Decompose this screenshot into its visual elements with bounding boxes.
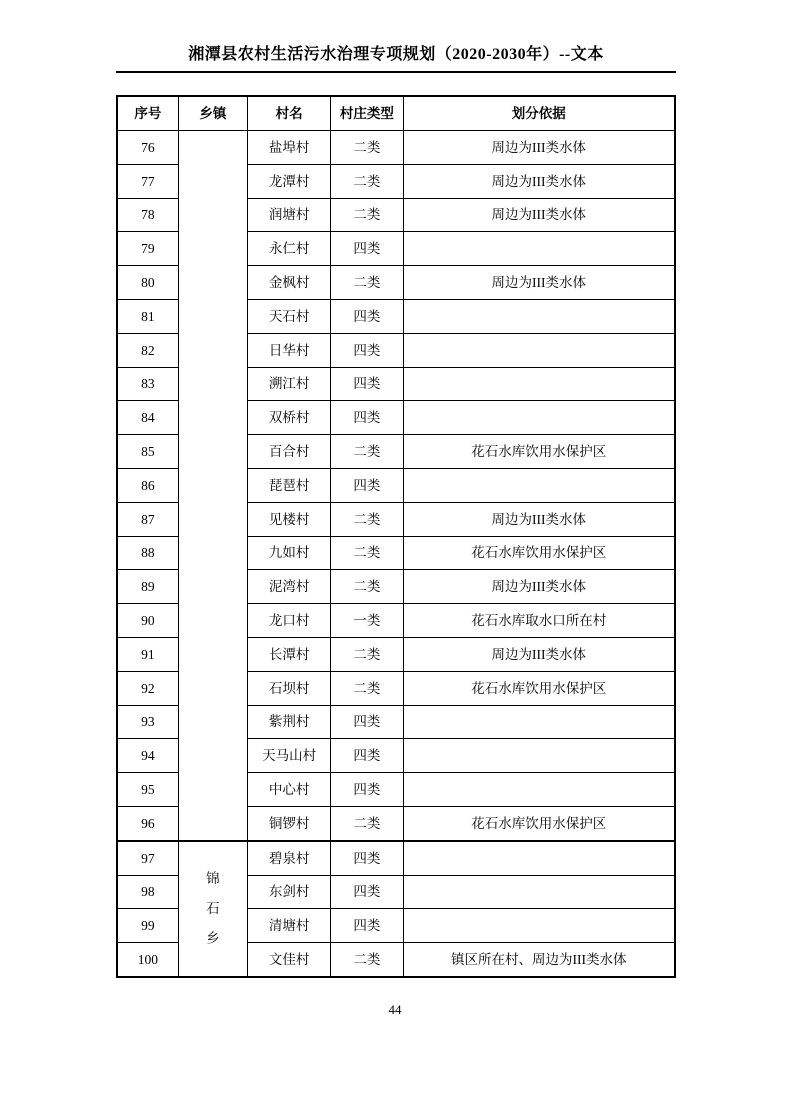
cell-type: 四类 [331, 875, 403, 909]
cell-type: 二类 [331, 435, 403, 469]
cell-basis [403, 705, 675, 739]
cell-type: 四类 [331, 333, 403, 367]
column-header-5: 划分依据 [403, 96, 675, 131]
cell-basis: 周边为III类水体 [403, 637, 675, 671]
cell-village: 龙潭村 [247, 164, 330, 198]
cell-index: 100 [117, 943, 178, 977]
column-header-1: 序号 [117, 96, 178, 131]
cell-index: 84 [117, 401, 178, 435]
cell-basis [403, 401, 675, 435]
cell-index: 98 [117, 875, 178, 909]
cell-basis: 镇区所在村、周边为III类水体 [403, 943, 675, 977]
cell-type: 四类 [331, 705, 403, 739]
cell-basis: 周边为III类水体 [403, 570, 675, 604]
cell-village: 见楼村 [247, 502, 330, 536]
cell-village: 紫荆村 [247, 705, 330, 739]
cell-type: 二类 [331, 943, 403, 977]
title-rule [116, 71, 676, 73]
cell-village: 天石村 [247, 299, 330, 333]
cell-index: 96 [117, 806, 178, 840]
cell-village: 盐埠村 [247, 131, 330, 165]
cell-village: 中心村 [247, 773, 330, 807]
cell-index: 87 [117, 502, 178, 536]
cell-basis: 花石水库饮用水保护区 [403, 435, 675, 469]
cell-village: 清塘村 [247, 909, 330, 943]
cell-index: 82 [117, 333, 178, 367]
table-row [117, 841, 675, 875]
cell-index: 83 [117, 367, 178, 401]
cell-village: 琵琶村 [247, 468, 330, 502]
cell-index: 80 [117, 266, 178, 300]
cell-township [178, 841, 247, 977]
cell-index: 91 [117, 637, 178, 671]
cell-village: 龙口村 [247, 604, 330, 638]
doc-title: 湘潭县农村生活污水治理专项规划（2020-2030年）--文本 [188, 46, 604, 63]
cell-type: 四类 [331, 367, 403, 401]
cell-village: 文佳村 [247, 943, 330, 977]
cell-village: 碧泉村 [247, 841, 330, 875]
cell-basis [403, 909, 675, 943]
content-area [116, 46, 676, 978]
cell-type: 四类 [331, 841, 403, 875]
cell-township [178, 131, 247, 841]
township-char: 乡 [206, 930, 220, 946]
table-header-row [117, 96, 675, 131]
cell-index: 81 [117, 299, 178, 333]
cell-index: 95 [117, 773, 178, 807]
cell-village: 永仁村 [247, 232, 330, 266]
cell-basis [403, 468, 675, 502]
cell-basis: 周边为III类水体 [403, 502, 675, 536]
cell-type: 二类 [331, 164, 403, 198]
township-char: 石 [206, 900, 220, 916]
cell-village: 泥湾村 [247, 570, 330, 604]
cell-basis [403, 232, 675, 266]
cell-village: 铜锣村 [247, 806, 330, 840]
page-number: 44 [388, 1002, 402, 1017]
cell-type: 一类 [331, 604, 403, 638]
village-classification-table [116, 95, 676, 978]
column-header-4: 村庄类型 [331, 96, 403, 131]
cell-village: 长潭村 [247, 637, 330, 671]
cell-village: 九如村 [247, 536, 330, 570]
cell-type: 四类 [331, 909, 403, 943]
cell-village: 百合村 [247, 435, 330, 469]
cell-basis: 周边为III类水体 [403, 131, 675, 165]
cell-village: 溯江村 [247, 367, 330, 401]
cell-village: 金枫村 [247, 266, 330, 300]
table-body [117, 131, 675, 977]
cell-basis [403, 841, 675, 875]
cell-type: 四类 [331, 468, 403, 502]
cell-basis: 周边为III类水体 [403, 266, 675, 300]
cell-basis [403, 333, 675, 367]
cell-index: 97 [117, 841, 178, 875]
cell-basis: 周边为III类水体 [403, 164, 675, 198]
cell-basis: 花石水库取水口所在村 [403, 604, 675, 638]
cell-type: 四类 [331, 299, 403, 333]
cell-basis [403, 299, 675, 333]
table-head [117, 96, 675, 131]
cell-index: 94 [117, 739, 178, 773]
cell-basis: 花石水库饮用水保护区 [403, 806, 675, 840]
cell-type: 四类 [331, 232, 403, 266]
cell-type: 二类 [331, 536, 403, 570]
cell-index: 85 [117, 435, 178, 469]
cell-index: 86 [117, 468, 178, 502]
cell-index: 88 [117, 536, 178, 570]
cell-type: 四类 [331, 739, 403, 773]
cell-type: 二类 [331, 806, 403, 840]
cell-index: 79 [117, 232, 178, 266]
cell-index: 92 [117, 671, 178, 705]
cell-index: 93 [117, 705, 178, 739]
cell-index: 78 [117, 198, 178, 232]
cell-village: 东剑村 [247, 875, 330, 909]
cell-index: 76 [117, 131, 178, 165]
township-vertical-label [181, 872, 245, 946]
cell-index: 77 [117, 164, 178, 198]
cell-village: 天马山村 [247, 739, 330, 773]
cell-type: 二类 [331, 266, 403, 300]
doc-header [116, 46, 676, 73]
cell-type: 二类 [331, 198, 403, 232]
cell-village: 石坝村 [247, 671, 330, 705]
cell-village: 日华村 [247, 333, 330, 367]
cell-basis: 花石水库饮用水保护区 [403, 536, 675, 570]
cell-type: 四类 [331, 773, 403, 807]
cell-type: 二类 [331, 131, 403, 165]
cell-type: 二类 [331, 671, 403, 705]
table-row [117, 131, 675, 165]
cell-index: 90 [117, 604, 178, 638]
cell-type: 四类 [331, 401, 403, 435]
cell-type: 二类 [331, 502, 403, 536]
cell-type: 二类 [331, 570, 403, 604]
cell-index: 99 [117, 909, 178, 943]
column-header-3: 村名 [247, 96, 330, 131]
cell-basis [403, 875, 675, 909]
cell-basis [403, 367, 675, 401]
cell-index: 89 [117, 570, 178, 604]
cell-basis: 周边为III类水体 [403, 198, 675, 232]
cell-type: 二类 [331, 637, 403, 671]
township-char: 锦 [206, 870, 220, 886]
cell-basis [403, 773, 675, 807]
column-header-2: 乡镇 [178, 96, 247, 131]
cell-basis: 花石水库饮用水保护区 [403, 671, 675, 705]
cell-village: 双桥村 [247, 401, 330, 435]
cell-village: 润塘村 [247, 198, 330, 232]
cell-basis [403, 739, 675, 773]
